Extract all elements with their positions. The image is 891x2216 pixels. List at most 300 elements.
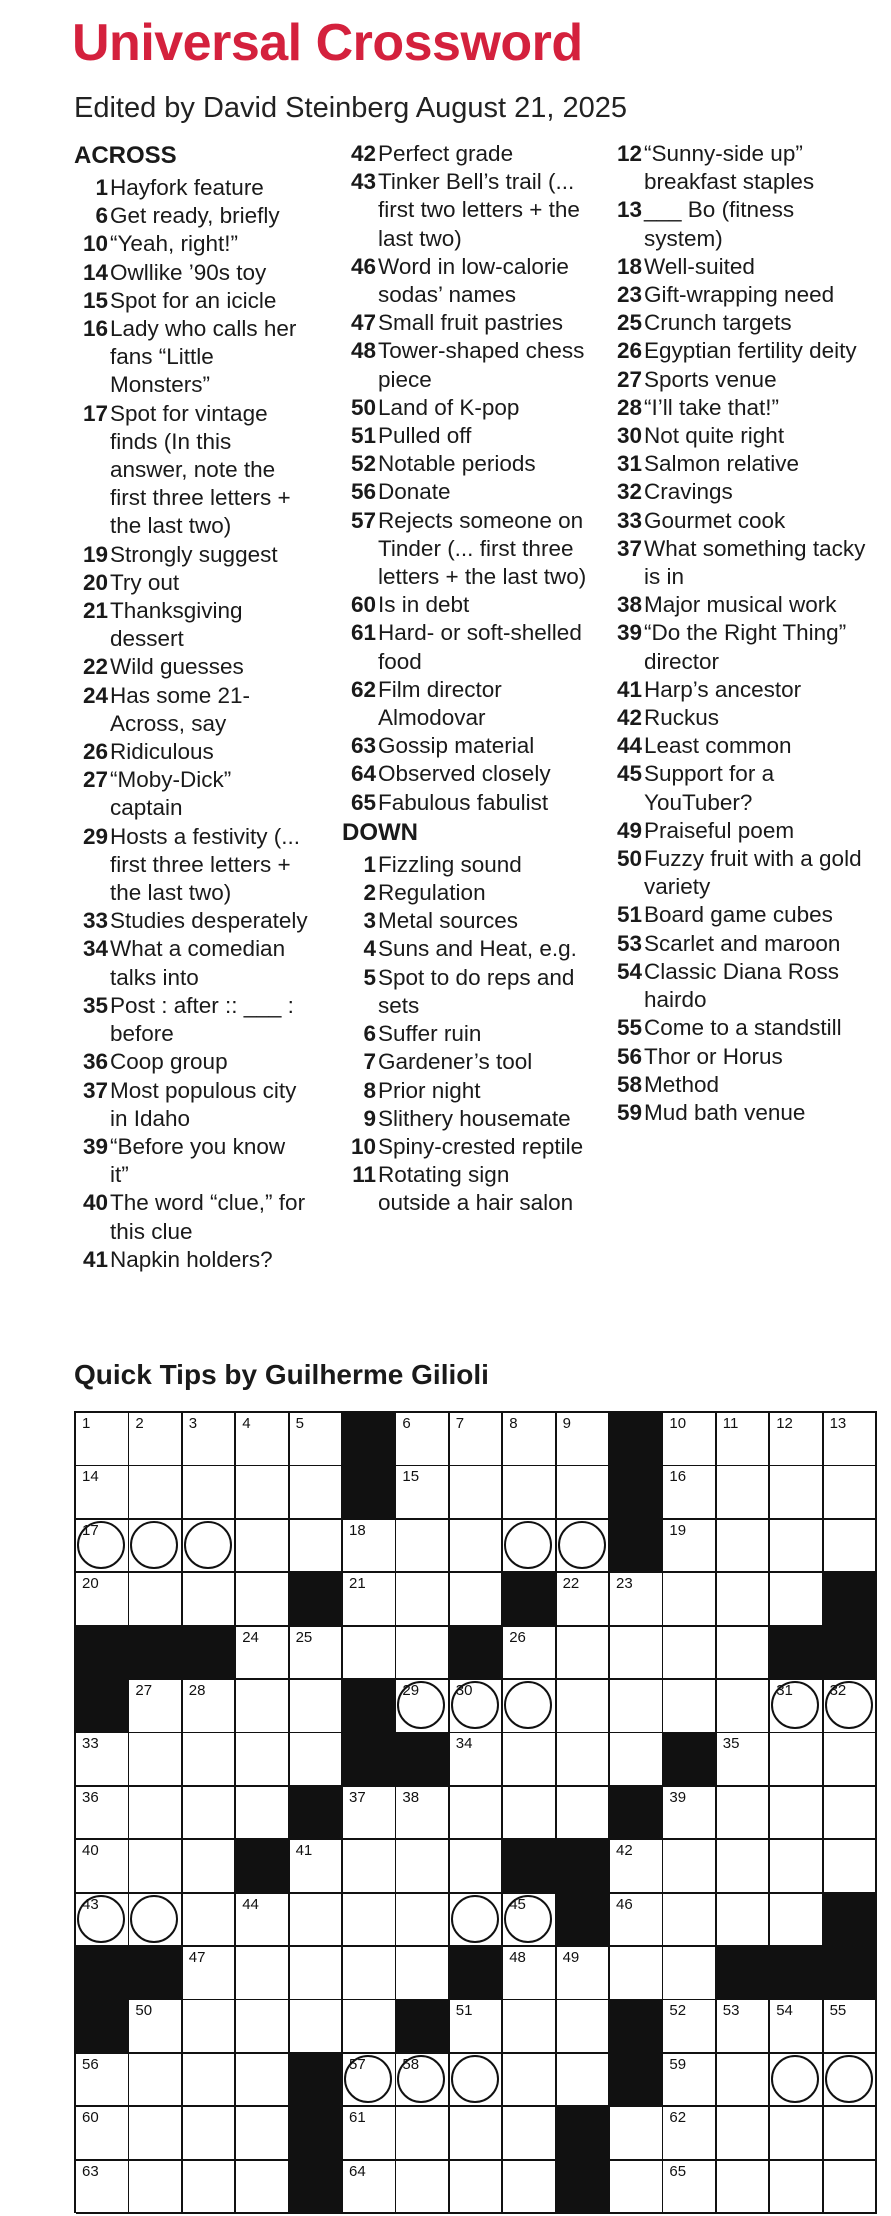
grid-cell[interactable] [343,2161,397,2215]
grid-cell[interactable] [824,1466,878,1520]
grid-cell[interactable] [770,1466,824,1520]
grid-cell[interactable] [663,1947,717,2001]
down-clue-3[interactable] [342,907,588,935]
across-clue-33[interactable] [74,907,310,935]
cell-number: 44 [242,1895,259,1913]
grid-cell[interactable] [396,1413,450,1467]
grid-cell[interactable] [663,1894,717,1948]
grid-cell[interactable] [129,1573,183,1627]
grid-cell[interactable] [770,1840,824,1894]
down-clue-13[interactable] [608,196,868,252]
across-clue-39[interactable] [74,1133,310,1189]
grid-cell[interactable] [236,1466,290,1520]
across-clue-20[interactable] [74,569,310,597]
grid-cell[interactable] [236,1573,290,1627]
clue-number: 35 [82,992,108,1018]
down-clue-55[interactable] [608,1014,868,1042]
across-clue-56[interactable] [342,478,588,506]
grid-cell[interactable] [343,2000,397,2054]
cell-number: 39 [669,1788,687,1806]
across-clue-29[interactable] [74,823,310,908]
grid-cell[interactable] [770,2000,824,2054]
grid-cell[interactable] [343,1947,397,2001]
grid-cell[interactable] [770,1733,824,1787]
grid-cell[interactable] [557,1733,611,1787]
grid-cell[interactable] [76,2161,130,2215]
grid-cell[interactable] [76,1413,130,1467]
across-clue-51[interactable] [342,422,588,450]
grid-cell[interactable] [663,1840,717,1894]
grid-cell[interactable] [236,1733,290,1787]
clue-text: Spiny-crested reptile [378,1133,584,1159]
grid-cell[interactable] [610,1733,664,1787]
grid-cell[interactable] [236,1894,290,1948]
grid-cell[interactable] [770,1413,824,1467]
down-clue-28[interactable] [608,394,868,422]
grid-cell[interactable] [557,1947,611,2001]
grid-cell[interactable] [450,1520,504,1574]
across-clue-36[interactable] [74,1048,310,1076]
grid-cell[interactable] [76,2107,130,2161]
grid-cell[interactable] [503,2054,557,2108]
down-clue-9[interactable] [342,1105,588,1133]
grid-cell[interactable] [450,2107,504,2161]
down-clue-54[interactable] [608,958,868,1014]
grid-cell[interactable] [824,1680,878,1734]
clue-number: 37 [82,1077,108,1103]
grid-cell[interactable] [396,1787,450,1841]
across-clue-65[interactable] [342,789,588,817]
grid-cell[interactable] [717,1466,771,1520]
grid-cell[interactable] [503,1894,557,1948]
grid-cell[interactable] [824,1787,878,1841]
down-heading: DOWN [342,818,418,846]
grid-cell[interactable] [663,1413,717,1467]
grid-cell[interactable] [503,1413,557,1467]
down-clue-45[interactable] [608,760,868,816]
grid-cell[interactable] [396,2054,450,2108]
grid-block [396,1733,450,1787]
grid-cell[interactable] [770,2107,824,2161]
grid-cell[interactable] [824,2161,878,2215]
grid-cell[interactable] [557,2054,611,2108]
clue-number: 25 [616,310,642,336]
across-clue-57[interactable] [342,507,588,592]
down-clue-7[interactable] [342,1048,588,1076]
clue-text: Board game cubes [644,902,833,928]
grid-cell[interactable] [290,1466,344,1520]
grid-cell[interactable] [396,1627,450,1681]
grid-cell[interactable] [663,1466,717,1520]
clue-number: 3 [363,908,376,934]
across-clue-52[interactable] [342,450,588,478]
grid-cell[interactable] [129,1787,183,1841]
grid-cell[interactable] [236,2000,290,2054]
grid-cell[interactable] [290,1520,344,1574]
crossword-grid[interactable] [74,1411,877,2213]
grid-cell[interactable] [343,1787,397,1841]
grid-cell[interactable] [717,2000,771,2054]
grid-cell[interactable] [770,2054,824,2108]
across-clue-50[interactable] [342,394,588,422]
across-clue-37[interactable] [74,1077,310,1133]
down-clue-5[interactable] [342,964,588,1020]
grid-cell[interactable] [450,1787,504,1841]
grid-cell[interactable] [557,1520,611,1574]
grid-cell[interactable] [824,1840,878,1894]
grid-cell[interactable] [343,2107,397,2161]
grid-cell[interactable] [183,1520,237,1574]
grid-cell[interactable] [396,1894,450,1948]
grid-cell[interactable] [450,1466,504,1520]
grid-cell[interactable] [717,1413,771,1467]
down-clue-11[interactable] [342,1161,588,1217]
down-clue-58[interactable] [608,1071,868,1099]
grid-cell[interactable] [663,1573,717,1627]
grid-cell[interactable] [663,1680,717,1734]
down-clue-list [342,851,588,1218]
across-clue-27[interactable] [74,766,310,822]
grid-cell[interactable] [717,1840,771,1894]
grid-cell[interactable] [610,2161,664,2215]
grid-cell[interactable] [663,1520,717,1574]
down-clue-25[interactable] [608,309,868,337]
down-clue-8[interactable] [342,1077,588,1105]
grid-cell[interactable] [450,1840,504,1894]
grid-cell[interactable] [503,1947,557,2001]
grid-cell[interactable] [610,1947,664,2001]
grid-cell[interactable] [290,1680,344,1734]
clue-number: 19 [82,541,108,567]
grid-cell[interactable] [290,1947,344,2001]
grid-cell[interactable] [290,1840,344,1894]
grid-cell[interactable] [290,2000,344,2054]
grid-block [129,1627,183,1681]
grid-cell[interactable] [663,2161,717,2215]
grid-cell[interactable] [503,1787,557,1841]
grid-cell[interactable] [824,2054,878,2108]
across-clue-40[interactable] [74,1189,310,1245]
grid-cell[interactable] [236,1680,290,1734]
grid-cell[interactable] [503,2161,557,2215]
grid-cell[interactable] [76,2054,130,2108]
grid-cell[interactable] [129,2000,183,2054]
grid-cell[interactable] [76,1573,130,1627]
cell-number: 9 [562,1415,571,1432]
grid-cell[interactable] [503,1627,557,1681]
down-clue-31[interactable] [608,450,868,478]
grid-cell[interactable] [343,1627,397,1681]
grid-cell[interactable] [76,1894,130,1948]
across-clue-46[interactable] [342,253,588,309]
grid-block [343,1680,397,1734]
across-clue-35[interactable] [74,992,310,1048]
grid-cell[interactable] [343,1520,397,1574]
grid-cell[interactable] [290,1733,344,1787]
down-clue-2[interactable] [342,879,588,907]
grid-cell[interactable] [610,1627,664,1681]
grid-cell[interactable] [610,1573,664,1627]
grid-cell[interactable] [557,1466,611,1520]
grid-cell[interactable] [129,2107,183,2161]
down-clue-50[interactable] [608,845,868,901]
down-clue-38[interactable] [608,591,868,619]
grid-cell[interactable] [183,1733,237,1787]
grid-cell[interactable] [557,1573,611,1627]
down-clue-1[interactable] [342,851,588,879]
grid-cell[interactable] [290,1894,344,1948]
grid-cell[interactable] [396,1840,450,1894]
grid-cell[interactable] [396,2107,450,2161]
grid-cell[interactable] [770,1894,824,1948]
grid-cell[interactable] [183,1413,237,1467]
clue-text: Gossip material [378,733,535,759]
grid-cell[interactable] [450,2054,504,2108]
grid-cell[interactable] [183,1947,237,2001]
grid-cell[interactable] [770,2161,824,2215]
grid-cell[interactable] [717,1627,771,1681]
grid-cell[interactable] [236,1413,290,1467]
grid-cell[interactable] [717,1520,771,1574]
down-clue-18[interactable] [608,253,868,281]
across-clue-48[interactable] [342,337,588,393]
grid-cell[interactable] [183,2107,237,2161]
grid-cell[interactable] [450,1894,504,1948]
clue-number: 10 [82,231,108,257]
grid-cell[interactable] [717,1733,771,1787]
grid-cell[interactable] [183,1840,237,1894]
grid-cell[interactable] [129,1520,183,1574]
clue-number: 39 [82,1133,108,1159]
down-clue-6[interactable] [342,1020,588,1048]
grid-cell[interactable] [396,2161,450,2215]
down-clue-39[interactable] [608,619,868,675]
grid-block [557,2161,611,2215]
grid-cell[interactable] [824,1520,878,1574]
grid-cell[interactable] [76,1840,130,1894]
grid-cell[interactable] [824,1413,878,1467]
across-clue-61[interactable] [342,619,588,675]
grid-cell[interactable] [183,2000,237,2054]
across-clue-16[interactable] [74,315,310,400]
grid-cell[interactable] [450,2000,504,2054]
grid-cell[interactable] [396,1680,450,1734]
grid-cell[interactable] [557,1627,611,1681]
grid-cell[interactable] [450,1733,504,1787]
grid-cell[interactable] [770,1520,824,1574]
down-clue-4[interactable] [342,935,588,963]
grid-cell[interactable] [717,2161,771,2215]
grid-cell[interactable] [236,1947,290,2001]
across-clue-21[interactable] [74,597,310,653]
grid-cell[interactable] [343,2054,397,2108]
grid-cell[interactable] [396,1573,450,1627]
grid-cell[interactable] [236,1627,290,1681]
clue-text: Gift-wrapping need [644,282,835,308]
down-clue-53[interactable] [608,930,868,958]
grid-cell[interactable] [183,2054,237,2108]
grid-cell[interactable] [717,2054,771,2108]
across-clue-64[interactable] [342,760,588,788]
cell-number: 21 [349,1575,366,1593]
grid-cell[interactable] [663,2107,717,2161]
grid-cell[interactable] [503,2000,557,2054]
down-clue-44[interactable] [608,732,868,760]
grid-cell[interactable] [343,1894,397,1948]
grid-cell[interactable] [503,1680,557,1734]
across-clue-15[interactable] [74,287,310,315]
down-clue-41[interactable] [608,676,868,704]
down-clue-26[interactable] [608,337,868,365]
grid-cell[interactable] [610,1894,664,1948]
grid-cell[interactable] [450,1573,504,1627]
grid-cell[interactable] [450,1680,504,1734]
grid-cell[interactable] [717,1894,771,1948]
across-clue-60[interactable] [342,591,588,619]
clue-number: 30 [616,423,642,449]
across-clue-19[interactable] [74,541,310,569]
across-clue-10[interactable] [74,230,310,258]
grid-cell[interactable] [663,2000,717,2054]
grid-cell[interactable] [129,1733,183,1787]
clue-number: 17 [82,400,108,426]
grid-cell[interactable] [183,1787,237,1841]
grid-cell[interactable] [236,1520,290,1574]
grid-cell[interactable] [717,2107,771,2161]
grid-cell[interactable] [450,2161,504,2215]
cell-number: 19 [669,1521,687,1539]
grid-cell[interactable] [183,1573,237,1627]
down-clue-56[interactable] [608,1043,868,1071]
down-clue-10[interactable] [342,1133,588,1161]
cell-number: 56 [82,2055,99,2073]
across-clue-1[interactable] [74,174,310,202]
cell-number: 17 [82,1521,99,1539]
grid-cell[interactable] [663,2054,717,2108]
grid-cell[interactable] [663,1627,717,1681]
grid-cell[interactable] [770,1573,824,1627]
grid-cell[interactable] [503,1520,557,1574]
grid-cell[interactable] [236,2161,290,2215]
across-clue-14[interactable] [74,259,310,287]
across-clue-34[interactable] [74,935,310,991]
grid-cell[interactable] [557,2000,611,2054]
grid-cell[interactable] [610,1680,664,1734]
grid-cell[interactable] [717,1573,771,1627]
clue-number: 24 [82,682,108,708]
down-clue-12[interactable] [608,140,868,196]
grid-cell[interactable] [610,2107,664,2161]
grid-cell[interactable] [824,1733,878,1787]
grid-cell[interactable] [183,1894,237,1948]
grid-cell[interactable] [290,1413,344,1467]
down-clue-42[interactable] [608,704,868,732]
grid-cell[interactable] [236,2054,290,2108]
grid-cell[interactable] [557,1680,611,1734]
clue-number: 56 [350,479,376,505]
across-clue-24[interactable] [74,682,310,738]
clue-text: Spot to do reps and sets [378,964,575,1018]
across-clue-list [74,174,310,1274]
grid-cell[interactable] [236,2107,290,2161]
clue-number: 44 [616,733,642,759]
grid-cell[interactable] [76,1733,130,1787]
across-clue-47[interactable] [342,309,588,337]
grid-cell[interactable] [129,2054,183,2108]
grid-cell[interactable] [396,1947,450,2001]
grid-cell[interactable] [183,1680,237,1734]
grid-cell[interactable] [717,1787,771,1841]
across-clue-43[interactable] [342,168,588,253]
grid-cell[interactable] [663,1787,717,1841]
grid-cell[interactable] [76,1787,130,1841]
across-clue-22[interactable] [74,653,310,681]
across-clue-6[interactable] [74,202,310,230]
grid-cell[interactable] [183,2161,237,2215]
grid-cell[interactable] [129,1466,183,1520]
grid-cell[interactable] [343,1573,397,1627]
grid-cell[interactable] [450,1413,504,1467]
grid-cell[interactable] [396,1466,450,1520]
across-clue-41[interactable] [74,1246,310,1274]
clue-number: 33 [616,507,642,533]
down-clue-59[interactable] [608,1099,868,1127]
down-clue-51[interactable] [608,901,868,929]
grid-cell[interactable] [129,1840,183,1894]
across-clue-17[interactable] [74,400,310,541]
grid-cell[interactable] [503,1466,557,1520]
across-clue-42[interactable] [342,140,588,168]
grid-cell[interactable] [129,1894,183,1948]
grid-cell[interactable] [129,1680,183,1734]
grid-cell[interactable] [290,1627,344,1681]
grid-cell[interactable] [557,1787,611,1841]
down-clue-33[interactable] [608,507,868,535]
grid-cell[interactable] [717,1680,771,1734]
down-clue-32[interactable] [608,478,868,506]
down-clue-37[interactable] [608,535,868,591]
down-clue-23[interactable] [608,281,868,309]
grid-cell[interactable] [557,1413,611,1467]
cell-number: 30 [455,1682,473,1699]
clue-number: 20 [82,569,108,595]
down-clue-49[interactable] [608,817,868,845]
grid-cell[interactable] [236,1787,290,1841]
grid-cell[interactable] [396,1520,450,1574]
grid-cell[interactable] [129,2161,183,2215]
down-clue-27[interactable] [608,366,868,394]
grid-cell[interactable] [824,2000,878,2054]
grid-cell[interactable] [129,1413,183,1467]
down-clue-30[interactable] [608,422,868,450]
across-clue-26[interactable] [74,738,310,766]
grid-cell[interactable] [183,1466,237,1520]
clue-number: 51 [350,423,376,449]
grid-cell[interactable] [503,2107,557,2161]
grid-cell[interactable] [76,1466,130,1520]
across-clue-63[interactable] [342,732,588,760]
grid-cell[interactable] [610,1840,664,1894]
grid-cell[interactable] [503,1733,557,1787]
grid-cell[interactable] [343,1840,397,1894]
grid-cell[interactable] [770,1787,824,1841]
grid-cell[interactable] [824,2107,878,2161]
cell-number: 25 [295,1628,313,1646]
grid-cell[interactable] [76,1520,130,1574]
across-clue-62[interactable] [342,676,588,732]
clue-text: What something tacky is in [644,535,866,590]
grid-cell[interactable] [770,1680,824,1734]
